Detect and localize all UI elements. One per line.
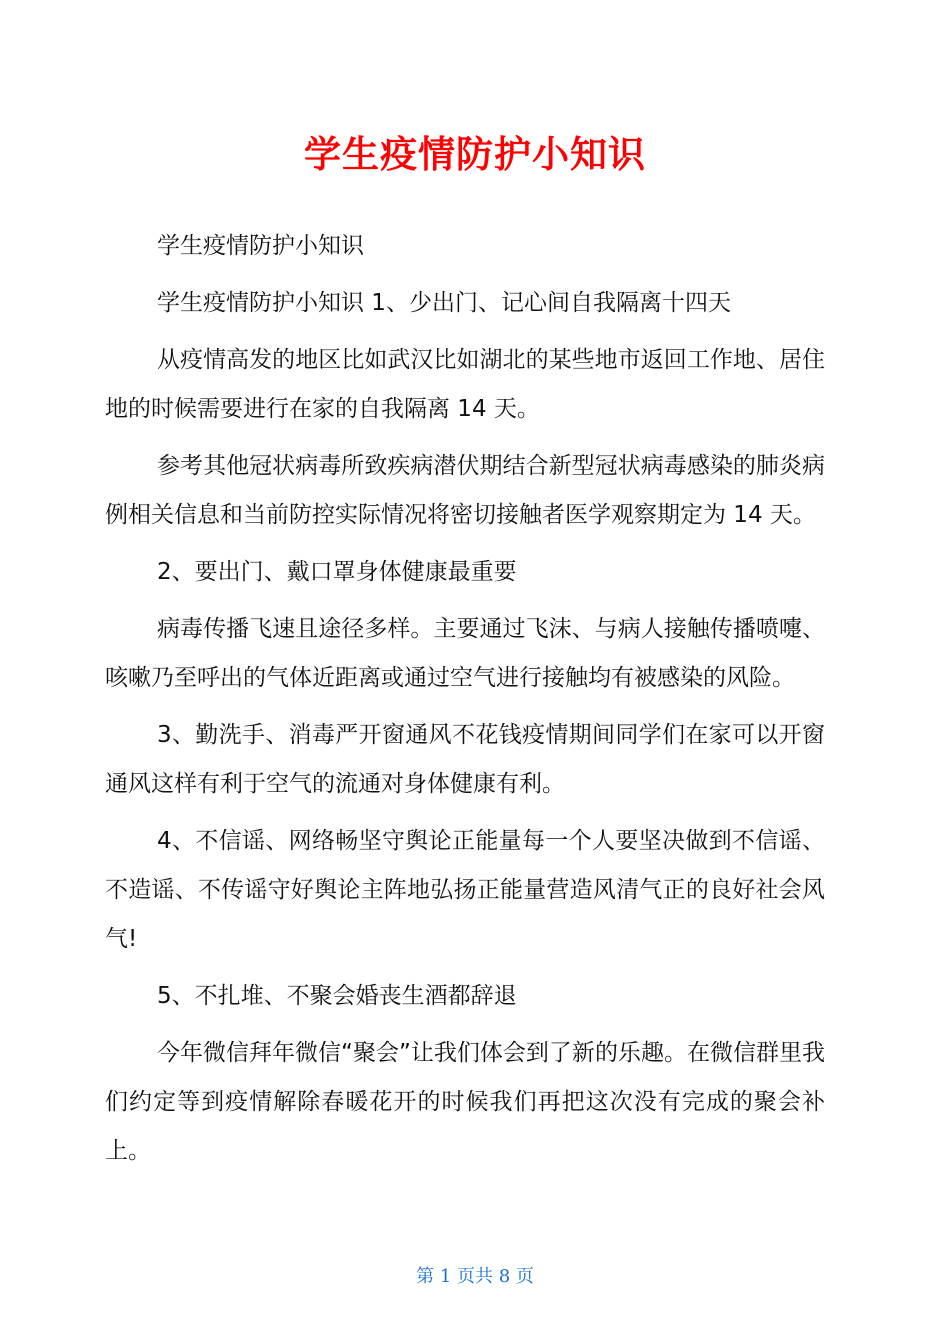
page-footer: 第 1 页共 8 页	[416, 1266, 534, 1287]
paragraph-8: 4、不信谣、网络畅坚守舆论正能量每一个人要坚决做到不信谣、不造谣、不传谣守好舆论主阵地弘扬正能量营造风清气正的良好社会风气!	[105, 828, 825, 952]
paragraph-1: 学生疫情防护小知识	[157, 233, 364, 259]
paragraph-2: 学生疫情防护小知识 1、少出门、记心间自我隔离十四天	[157, 290, 731, 316]
page-title: 学生疫情防护小知识	[304, 132, 646, 176]
paragraph-7: 3、勤洗手、消毒严开窗通风不花钱疫情期间同学们在家可以开窗通风这样有利于空气的流通对身体健康有利。	[105, 722, 825, 797]
paragraph-9: 5、不扎堆、不聚会婚丧生酒都辞退	[157, 983, 517, 1009]
paragraph-4: 参考其他冠状病毒所致疾病潜伏期结合新型冠状病毒感染的肺炎病例相关信息和当前防控实际情况将密切接触者医学观察期定为 14 天。	[105, 453, 825, 528]
paragraph-10: 今年微信拜年微信“聚会”让我们体会到了新的乐趣。在微信群里我们约定等到疫情解除春暖花开的时候我们再把这次没有完成的聚会补上。	[105, 1040, 825, 1164]
document-body	[105, 222, 825, 1184]
paragraph-6: 病毒传播飞速且途径多样。主要通过飞沫、与病人接触传播喷嚏、咳嗽乃至呼出的气体近距离或通过空气进行接触均有被感染的风险。	[105, 616, 825, 691]
paragraph-5: 2、要出门、戴口罩身体健康最重要	[157, 559, 517, 585]
paragraph-3: 从疫情高发的地区比如武汉比如湖北的某些地市返回工作地、居住地的时候需要进行在家的自我隔离 14 天。	[105, 347, 825, 422]
